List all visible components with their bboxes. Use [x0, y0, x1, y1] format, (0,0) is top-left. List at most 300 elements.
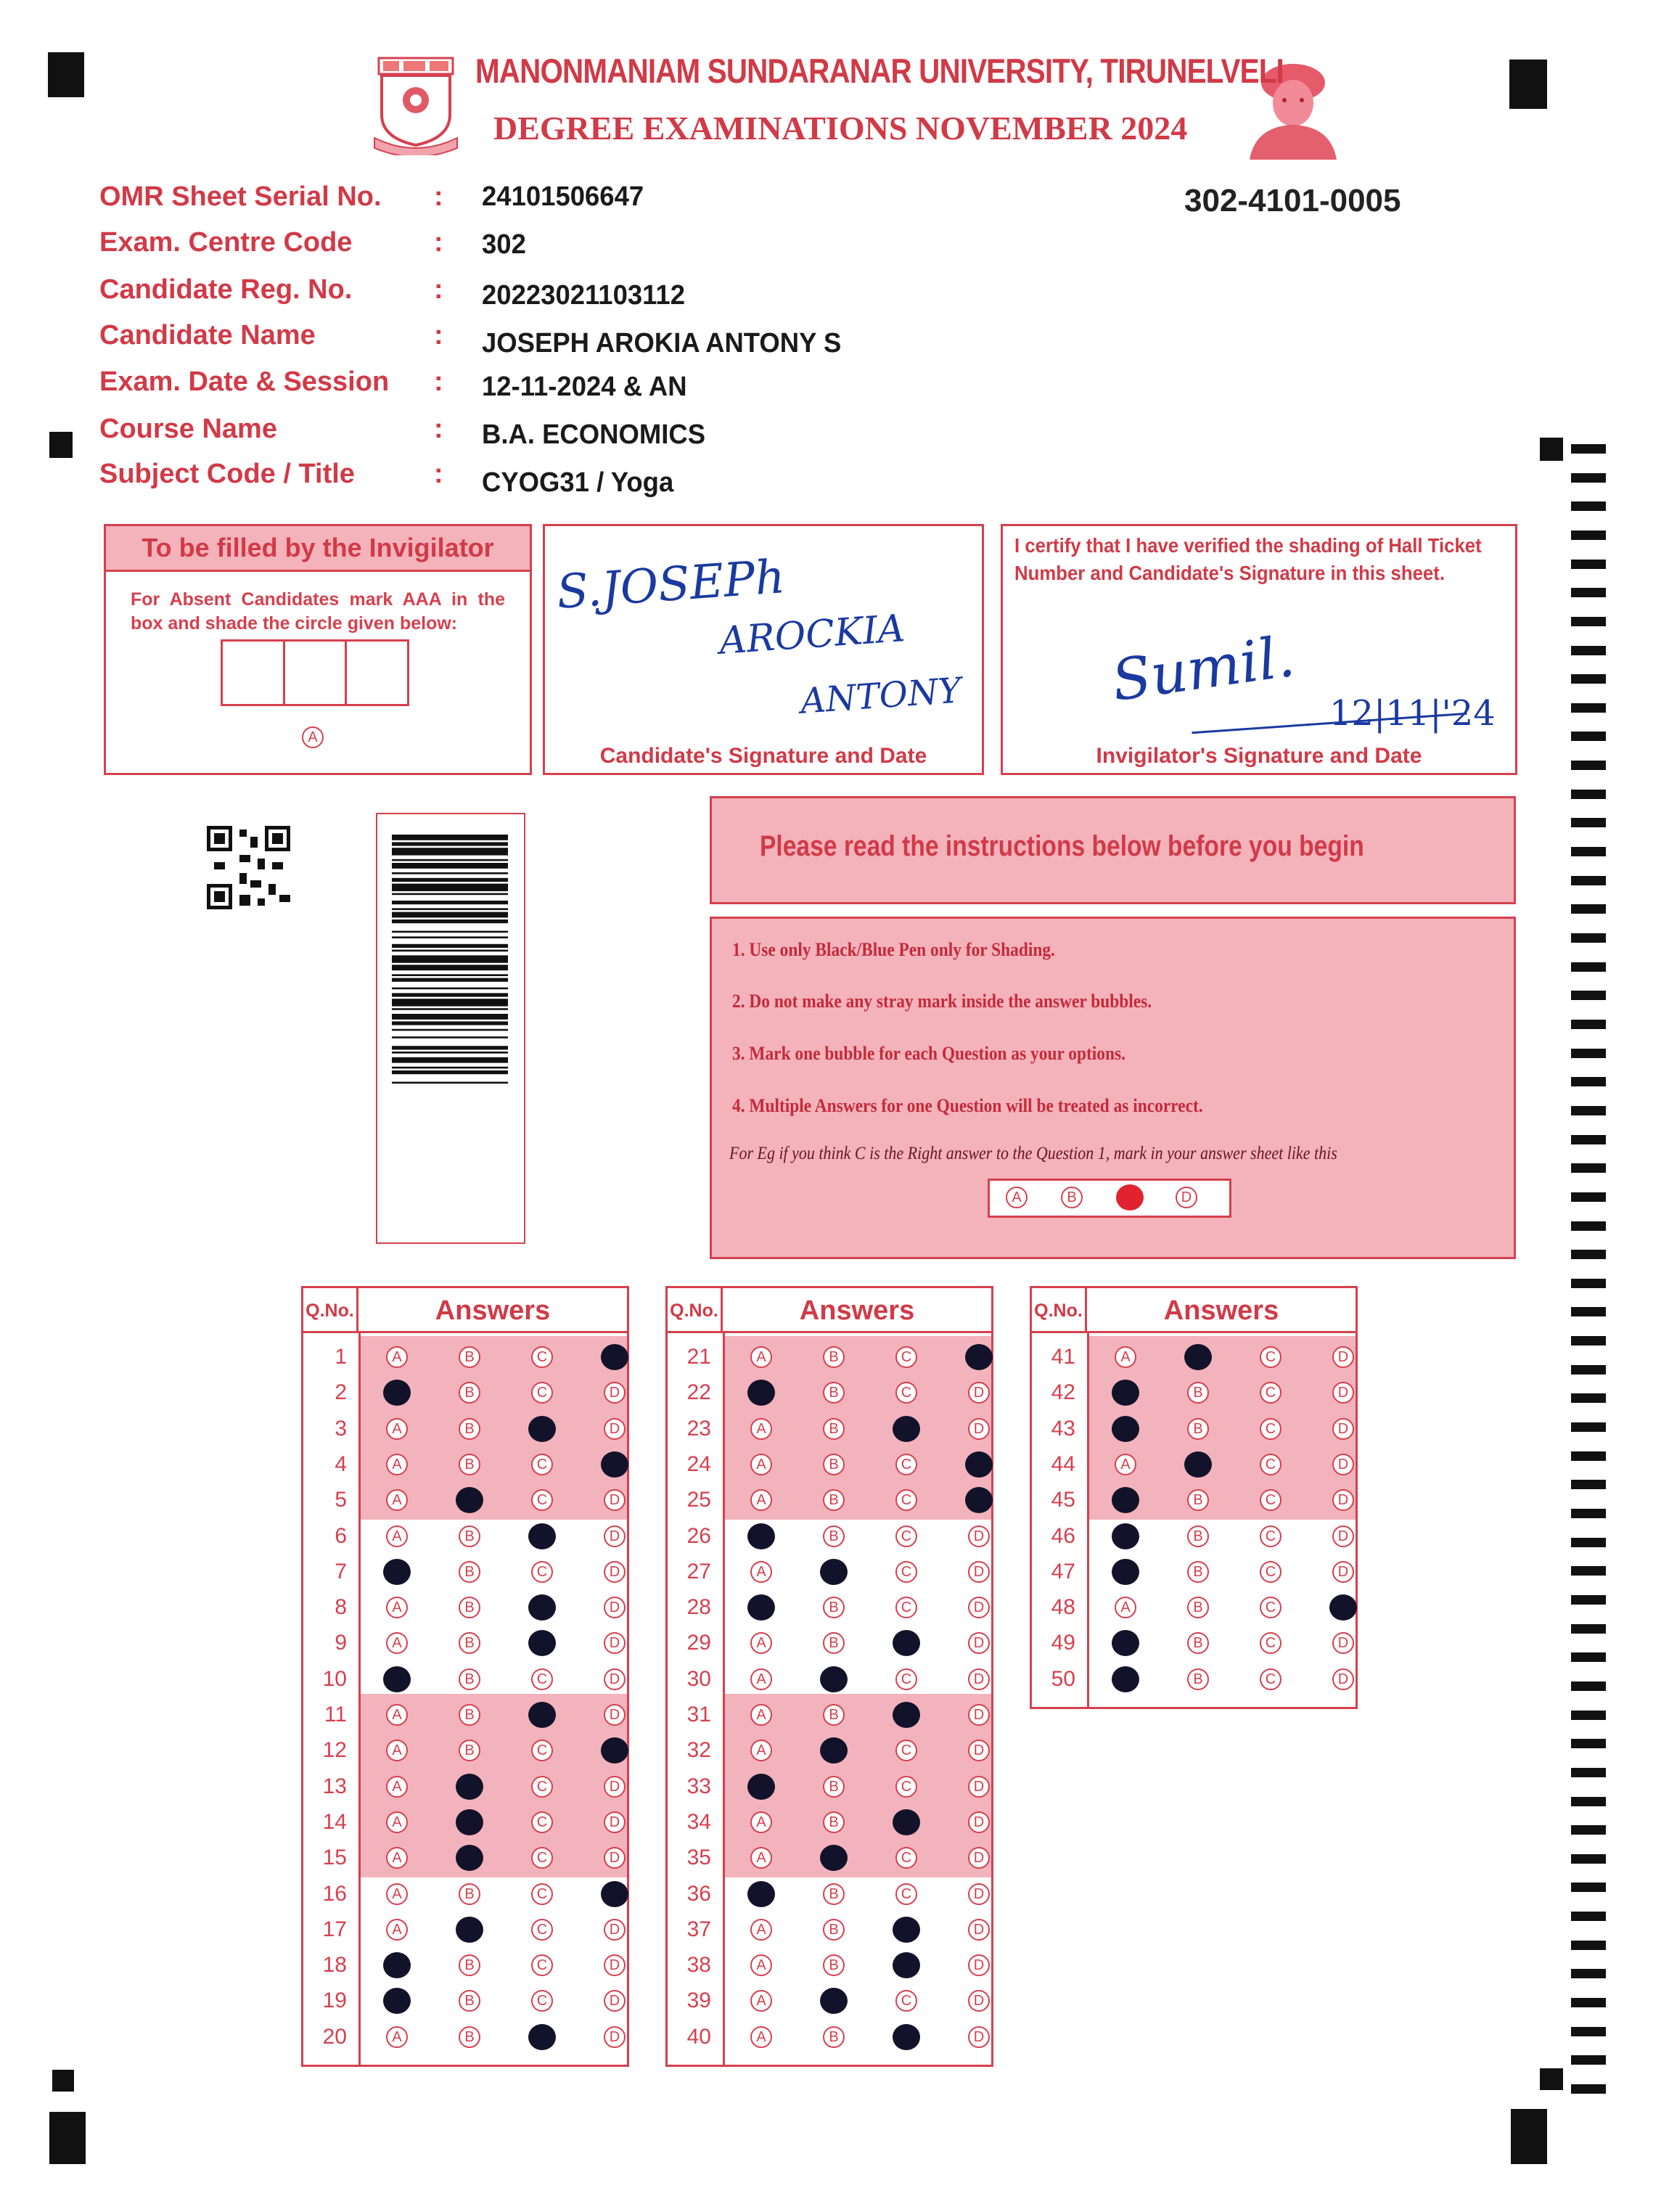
detail-colon: :	[434, 227, 443, 258]
answer-bubble-q40-b[interactable]: B	[823, 2026, 845, 2048]
answer-bubble-q17-a[interactable]: A	[386, 1919, 408, 1941]
answer-bubble-q28-d[interactable]: D	[968, 1597, 990, 1618]
answer-bubble-q8-d[interactable]: D	[604, 1597, 626, 1618]
answer-bubble-q20-d[interactable]: D	[604, 2026, 626, 2048]
answer-bubble-q1-b[interactable]: B	[459, 1346, 480, 1368]
instructions-panel	[710, 917, 1516, 1259]
answer-bubble-q21-a[interactable]: A	[750, 1346, 772, 1368]
answer-bubble-q18-d[interactable]: D	[604, 1954, 626, 1976]
timing-mark	[1571, 1279, 1606, 1288]
candidate-signature-box[interactable]	[543, 524, 984, 775]
answer-bubble-q23-c[interactable]	[893, 1416, 920, 1442]
answer-bubble-q35-a[interactable]: A	[750, 1847, 772, 1869]
answer-bubble-q44-c[interactable]: C	[1260, 1454, 1282, 1475]
answer-bubble-q33-b[interactable]: B	[823, 1776, 845, 1798]
answer-bubble-q9-d[interactable]: D	[604, 1632, 626, 1654]
timing-mark	[1571, 1106, 1606, 1115]
answer-bubble-q25-d[interactable]	[965, 1487, 993, 1513]
answer-bubble-q3-b[interactable]: B	[459, 1418, 480, 1440]
answer-bubble-q14-b[interactable]	[456, 1809, 483, 1835]
answer-bubble-q22-b[interactable]: B	[823, 1382, 845, 1404]
answer-bubble-q4-a[interactable]: A	[386, 1454, 408, 1475]
answer-bubble-q28-c[interactable]: C	[895, 1597, 917, 1618]
timing-mark	[1571, 1912, 1606, 1921]
timing-mark	[1571, 1854, 1606, 1864]
answer-bubble-q34-c[interactable]	[893, 1809, 920, 1835]
answer-bubble-q16-d[interactable]	[601, 1881, 628, 1907]
timing-mark	[1571, 2084, 1606, 2094]
barcode-bar	[392, 1070, 508, 1074]
timing-mark	[1571, 1624, 1606, 1634]
absent-mark-box[interactable]	[347, 639, 409, 706]
answer-bubble-q20-b[interactable]: B	[459, 2026, 480, 2048]
answer-bubble-q14-d[interactable]: D	[604, 1811, 626, 1833]
answer-bubble-q47-d[interactable]: D	[1332, 1561, 1354, 1583]
answer-bubble-q38-b[interactable]: B	[823, 1954, 845, 1976]
answer-bubble-q38-a[interactable]: A	[750, 1954, 772, 1976]
answer-bubble-q19-b[interactable]: B	[459, 1990, 480, 2012]
answer-bubble-q13-d[interactable]: D	[604, 1776, 626, 1798]
answer-bubble-q5-d[interactable]: D	[604, 1489, 626, 1511]
detail-label: Subject Code / Title	[99, 459, 355, 489]
timing-mark	[1571, 790, 1606, 799]
answer-bubble-q48-c[interactable]: C	[1260, 1597, 1282, 1618]
answer-bubble-q43-d[interactable]: D	[1332, 1418, 1354, 1440]
answer-bubble-q19-c[interactable]: C	[531, 1990, 553, 2012]
answer-bubble-q22-d[interactable]: D	[968, 1382, 990, 1404]
answer-bubble-q37-b[interactable]: B	[823, 1919, 845, 1941]
answer-bubble-q50-c[interactable]: C	[1260, 1668, 1282, 1690]
answer-bubble-q3-c[interactable]	[528, 1416, 556, 1442]
answer-bubble-q17-d[interactable]: D	[604, 1919, 626, 1941]
answer-bubble-q48-b[interactable]: B	[1187, 1597, 1209, 1618]
barcode-bar	[392, 988, 508, 990]
answer-bubble-q37-d[interactable]: D	[968, 1919, 990, 1941]
timing-mark	[1571, 1307, 1606, 1316]
answer-bubble-q34-d[interactable]: D	[968, 1811, 990, 1833]
answer-bubble-q10-a[interactable]	[383, 1666, 411, 1692]
answer-bubble-q50-b[interactable]: B	[1187, 1668, 1209, 1690]
answer-bubble-q25-a[interactable]: A	[750, 1489, 772, 1511]
timing-mark	[1571, 1250, 1606, 1259]
question-number: 41	[1051, 1345, 1075, 1369]
answer-bubble-q38-c[interactable]	[893, 1952, 920, 1978]
answer-bubble-q9-b[interactable]: B	[459, 1632, 480, 1654]
answer-bubble-q49-c[interactable]: C	[1260, 1632, 1282, 1654]
answer-bubble-q30-c[interactable]: C	[895, 1668, 917, 1690]
answer-bubble-q40-c[interactable]	[893, 2024, 920, 2050]
answer-bubble-q21-b[interactable]: B	[823, 1346, 845, 1368]
example-bubble-row	[988, 1179, 1231, 1218]
answer-bubble-q2-c[interactable]: C	[531, 1382, 553, 1404]
timing-mark	[1571, 444, 1606, 454]
question-number: 8	[335, 1595, 347, 1620]
invigilator-signature-box[interactable]	[1001, 524, 1517, 775]
answer-bubble-q25-c[interactable]: C	[895, 1489, 917, 1511]
answer-bubble-q41-c[interactable]: C	[1260, 1346, 1282, 1368]
answer-bubble-q30-a[interactable]: A	[750, 1668, 772, 1690]
barcode-bar	[392, 1067, 508, 1069]
barcode-bar	[392, 964, 508, 970]
timing-mark	[1571, 1221, 1606, 1231]
answer-bubble-q6-c[interactable]	[528, 1523, 556, 1549]
answer-bubble-q6-a[interactable]: A	[386, 1525, 408, 1547]
answer-bubble-q36-b[interactable]: B	[823, 1883, 845, 1905]
answer-bubble-q29-d[interactable]: D	[968, 1632, 990, 1654]
timing-mark	[1571, 1768, 1606, 1777]
answer-bubble-q46-c[interactable]: C	[1260, 1525, 1282, 1547]
answer-bubble-q33-c[interactable]: C	[895, 1776, 917, 1798]
answer-column-3	[1030, 1286, 1358, 1709]
answer-bubble-q41-b[interactable]	[1184, 1344, 1212, 1370]
answer-bubble-q36-d[interactable]: D	[968, 1883, 990, 1905]
barcode-bar	[392, 1057, 508, 1063]
answer-bubble-q26-c[interactable]: C	[895, 1525, 917, 1547]
answer-bubble-q42-d[interactable]: D	[1332, 1382, 1354, 1404]
answer-bubble-q46-b[interactable]: B	[1187, 1525, 1209, 1547]
answer-bubble-q4-c[interactable]: C	[531, 1454, 553, 1475]
answer-bubble-q44-d[interactable]: D	[1332, 1454, 1354, 1475]
timing-mark	[1571, 1883, 1606, 1892]
answer-bubble-q10-c[interactable]: C	[531, 1668, 553, 1690]
answer-bubble-q20-a[interactable]: A	[386, 2026, 408, 2048]
qno-divider	[1087, 1333, 1089, 1707]
answer-bubble-q11-a[interactable]: A	[386, 1704, 408, 1726]
absent-mark-boxes[interactable]	[221, 639, 409, 706]
answer-bubble-q46-d[interactable]: D	[1332, 1525, 1354, 1547]
answer-bubble-q24-d[interactable]	[965, 1451, 993, 1478]
answer-bubble-q48-d[interactable]	[1329, 1594, 1357, 1621]
answer-bubble-q15-d[interactable]: D	[604, 1847, 626, 1869]
answer-bubble-q17-b[interactable]	[456, 1917, 483, 1943]
answer-bubble-q1-c[interactable]: C	[531, 1346, 553, 1368]
answer-bubble-q11-d[interactable]: D	[604, 1704, 626, 1726]
answer-bubble-q5-a[interactable]: A	[386, 1489, 408, 1511]
answer-bubble-q32-a[interactable]: A	[750, 1740, 772, 1761]
detail-value: 24101506647	[482, 181, 644, 212]
answer-bubble-q5-b[interactable]	[456, 1487, 483, 1513]
answer-bubble-q40-d[interactable]: D	[968, 2026, 990, 2048]
answer-bubble-q22-c[interactable]: C	[895, 1382, 917, 1404]
barcode-bar	[392, 936, 508, 938]
answer-bubble-q3-a[interactable]: A	[386, 1418, 408, 1440]
timing-mark	[1571, 847, 1606, 856]
answer-bubble-q44-a[interactable]: A	[1115, 1454, 1136, 1475]
answer-bubble-q43-b[interactable]: B	[1187, 1418, 1209, 1440]
answer-bubble-q1-d[interactable]	[601, 1344, 628, 1370]
absent-circle[interactable]: A	[302, 726, 324, 748]
qno-header: Q.No.	[303, 1288, 358, 1333]
candidate-signature-caption: Candidate's Signature and Date	[599, 744, 927, 768]
answer-bubble-q27-d[interactable]: D	[968, 1561, 990, 1583]
answer-bubble-q23-a[interactable]: A	[750, 1418, 772, 1440]
answer-bubble-q28-a[interactable]	[747, 1594, 775, 1621]
timing-mark	[1571, 703, 1606, 713]
answer-bubble-q2-d[interactable]: D	[604, 1382, 626, 1404]
answer-bubble-q12-b[interactable]: B	[459, 1740, 480, 1761]
answer-bubble-q14-a[interactable]: A	[386, 1811, 408, 1833]
answer-bubble-q34-a[interactable]: A	[750, 1811, 772, 1833]
question-number: 44	[1051, 1451, 1075, 1476]
barcode-bar	[392, 1052, 508, 1054]
timing-mark	[1571, 1825, 1606, 1835]
answer-bubble-q33-d[interactable]: D	[968, 1776, 990, 1798]
registration-mark-bottom-left	[49, 2112, 86, 2164]
answer-bubble-q5-c[interactable]: C	[531, 1489, 553, 1511]
answer-bubble-q13-b[interactable]	[456, 1774, 483, 1800]
answer-bubble-q10-d[interactable]: D	[604, 1668, 626, 1690]
timing-mark	[1571, 933, 1606, 943]
answer-bubble-q11-c[interactable]	[528, 1702, 556, 1728]
answer-bubble-q7-d[interactable]: D	[604, 1561, 626, 1583]
answer-bubble-q49-b[interactable]: B	[1187, 1632, 1209, 1654]
registration-mark-top-left	[48, 52, 84, 97]
answer-bubble-q3-d[interactable]: D	[604, 1418, 626, 1440]
answer-bubble-q21-c[interactable]: C	[895, 1346, 917, 1368]
timing-mark	[1571, 1509, 1606, 1518]
timing-mark	[1571, 2027, 1606, 2036]
instructions-banner-text: Please read the instructions below before you begin	[760, 830, 1364, 862]
invigilator-signature-caption: Invigilator's Signature and Date	[1096, 744, 1422, 768]
answer-bubble-q31-d[interactable]: D	[968, 1704, 990, 1726]
answer-bubble-q31-c[interactable]	[893, 1702, 920, 1728]
timing-mark	[1571, 1393, 1606, 1403]
answer-bubble-q41-d[interactable]: D	[1332, 1346, 1354, 1368]
answer-bubble-q6-d[interactable]: D	[604, 1525, 626, 1547]
question-number: 47	[1051, 1559, 1075, 1584]
answer-bubble-q18-a[interactable]	[383, 1952, 411, 1978]
timing-mark	[1571, 1135, 1606, 1144]
answer-bubble-q36-a[interactable]	[747, 1881, 775, 1907]
answer-bubble-q7-a[interactable]	[383, 1559, 411, 1585]
registration-mark-right-bottom	[1540, 2068, 1563, 2090]
question-number: 30	[686, 1666, 711, 1691]
answer-bubble-q19-a[interactable]	[383, 1988, 411, 2014]
timing-mark	[1571, 1652, 1606, 1662]
barcode-bar	[392, 912, 508, 918]
answer-bubble-q42-b[interactable]: B	[1187, 1382, 1209, 1404]
answer-bubble-q31-a[interactable]: A	[750, 1704, 772, 1726]
timing-mark	[1571, 991, 1606, 1000]
detail-value: JOSEPH AROKIA ANTONY S	[482, 328, 842, 359]
answer-bubble-q38-d[interactable]: D	[968, 1954, 990, 1976]
answer-bubble-q9-c[interactable]	[528, 1630, 556, 1656]
answer-bubble-q11-b[interactable]: B	[459, 1704, 480, 1726]
absent-mark-box[interactable]	[221, 639, 285, 706]
answer-bubble-q24-c[interactable]: C	[895, 1454, 917, 1475]
timing-mark	[1571, 962, 1606, 972]
barcode-bar	[392, 908, 508, 910]
question-number: 24	[686, 1451, 711, 1476]
answer-bubble-q4-d[interactable]	[601, 1451, 628, 1478]
barcode-bar	[392, 863, 508, 869]
answer-bubble-q16-a[interactable]: A	[386, 1883, 408, 1905]
answer-bubble-q26-b[interactable]: B	[823, 1525, 845, 1547]
timing-mark	[1571, 1681, 1606, 1691]
answer-column-1	[301, 1286, 629, 2067]
answer-bubble-q26-d[interactable]: D	[968, 1525, 990, 1547]
answer-bubble-q29-c[interactable]	[893, 1630, 920, 1656]
answer-bubble-q45-c[interactable]: C	[1260, 1489, 1282, 1511]
question-number: 1	[335, 1345, 347, 1369]
barcode-bar	[392, 950, 508, 952]
answer-bubble-q35-b[interactable]	[820, 1845, 848, 1871]
timing-mark	[1571, 1538, 1606, 1547]
answer-bubble-q1-a[interactable]: A	[386, 1346, 408, 1368]
absent-mark-box[interactable]	[285, 639, 348, 706]
answer-bubble-q16-c[interactable]: C	[531, 1883, 553, 1905]
answer-bubble-q23-b[interactable]: B	[823, 1418, 845, 1440]
answer-bubble-q27-a[interactable]: A	[750, 1561, 772, 1583]
answer-bubble-q36-c[interactable]: C	[895, 1883, 917, 1905]
question-number: 3	[335, 1416, 347, 1441]
registration-mark-bottom-right	[1511, 2109, 1547, 2164]
answer-bubble-q29-a[interactable]: A	[750, 1632, 772, 1654]
answer-bubble-q8-b[interactable]: B	[459, 1597, 480, 1618]
answer-bubble-q24-a[interactable]: A	[750, 1454, 772, 1475]
answer-bubble-q30-b[interactable]	[820, 1666, 848, 1692]
barcode-bar	[392, 842, 508, 845]
answer-bubble-q19-d[interactable]: D	[604, 1990, 626, 2012]
answer-bubble-q15-a[interactable]: A	[386, 1847, 408, 1869]
answer-bubble-q27-b[interactable]	[820, 1559, 848, 1585]
answer-bubble-q15-b[interactable]	[456, 1845, 483, 1871]
sheet-code: 302-4101-0005	[1184, 183, 1401, 218]
answer-bubble-q13-a[interactable]: A	[386, 1776, 408, 1798]
question-number: 23	[686, 1416, 711, 1441]
answer-bubble-q8-c[interactable]	[528, 1594, 556, 1621]
answer-bubble-q40-a[interactable]: A	[750, 2026, 772, 2048]
barcode-bar	[392, 835, 508, 840]
question-number: 6	[335, 1523, 347, 1548]
answer-bubble-q42-c[interactable]: C	[1260, 1382, 1282, 1404]
question-number: 28	[686, 1595, 711, 1620]
barcode-bar	[392, 859, 508, 861]
timing-mark	[1571, 876, 1606, 885]
answer-bubble-q18-c[interactable]: C	[531, 1954, 553, 1976]
answer-bubble-q47-a[interactable]	[1112, 1559, 1139, 1585]
answer-bubble-q7-b[interactable]: B	[459, 1561, 480, 1583]
answer-bubble-q25-b[interactable]: B	[823, 1489, 845, 1511]
answer-bubble-q39-a[interactable]: A	[750, 1990, 772, 2012]
answer-bubble-q14-c[interactable]: C	[531, 1811, 553, 1833]
answer-bubble-q31-b[interactable]: B	[823, 1704, 845, 1726]
answers-header: Answers	[1087, 1288, 1356, 1333]
answer-bubble-q26-a[interactable]	[747, 1523, 775, 1549]
answer-bubble-q45-b[interactable]: B	[1187, 1489, 1209, 1511]
detail-colon: :	[434, 366, 443, 397]
answer-bubble-q39-b[interactable]	[820, 1988, 848, 2014]
answer-bubble-q30-d[interactable]: D	[968, 1668, 990, 1690]
answer-bubble-q48-a[interactable]: A	[1115, 1597, 1136, 1618]
barcode-bar	[392, 901, 508, 904]
answer-bubble-q32-d[interactable]: D	[968, 1740, 990, 1761]
answer-bubble-q2-b[interactable]: B	[459, 1382, 480, 1404]
answer-bubble-q49-a[interactable]	[1112, 1630, 1139, 1656]
answer-bubble-q29-b[interactable]: B	[823, 1632, 845, 1654]
answer-bubble-q45-a[interactable]	[1112, 1487, 1139, 1513]
instruction-item: 2. Do not make any stray mark inside the answer bubbles.	[732, 991, 1152, 1012]
answer-bubble-q33-a[interactable]	[747, 1774, 775, 1800]
answer-bubble-q16-b[interactable]: B	[459, 1883, 480, 1905]
answer-bubble-q7-c[interactable]: C	[531, 1561, 553, 1583]
answer-bubble-q43-a[interactable]	[1112, 1416, 1139, 1442]
answer-bubble-q46-a[interactable]	[1112, 1523, 1139, 1549]
timing-mark	[1571, 1998, 1606, 2007]
question-number: 25	[686, 1488, 711, 1512]
registration-mark-left-mid	[49, 432, 73, 458]
answer-bubble-q37-a[interactable]: A	[750, 1919, 772, 1941]
instruction-item: 3. Mark one bubble for each Question as your options.	[732, 1043, 1125, 1064]
answer-bubble-q10-b[interactable]: B	[459, 1668, 480, 1690]
answer-bubble-q32-c[interactable]: C	[895, 1740, 917, 1761]
answer-bubble-q35-c[interactable]: C	[895, 1847, 917, 1869]
barcode-bar	[392, 955, 508, 962]
answer-bubble-q9-a[interactable]: A	[386, 1632, 408, 1654]
barcode	[392, 835, 508, 1219]
answer-bubble-q13-c[interactable]: C	[531, 1776, 553, 1798]
answer-bubble-q4-b[interactable]: B	[459, 1454, 480, 1475]
timing-mark	[1571, 1049, 1606, 1058]
answer-bubble-q47-c[interactable]: C	[1260, 1561, 1282, 1583]
answer-bubble-q34-b[interactable]: B	[823, 1811, 845, 1833]
barcode-bar	[392, 1021, 508, 1025]
question-number: 22	[686, 1380, 711, 1405]
answer-bubble-q47-b[interactable]: B	[1187, 1561, 1209, 1583]
timing-mark	[1571, 1192, 1606, 1202]
timing-mark	[1571, 1163, 1606, 1173]
instruction-item: 1. Use only Black/Blue Pen only for Shading.	[732, 939, 1055, 960]
answer-bubble-q43-c[interactable]: C	[1260, 1418, 1282, 1440]
answer-bubble-q39-d[interactable]: D	[968, 1990, 990, 2012]
answer-bubble-q23-d[interactable]: D	[968, 1418, 990, 1440]
registration-mark-right-mid	[1540, 438, 1563, 461]
answer-bubble-q20-c[interactable]	[528, 2024, 556, 2050]
timing-mark	[1571, 732, 1606, 741]
answer-bubble-q17-c[interactable]: C	[531, 1919, 553, 1941]
answer-bubble-q6-b[interactable]: B	[459, 1525, 480, 1547]
barcode-bar	[392, 1036, 508, 1039]
answer-bubble-q27-c[interactable]: C	[895, 1561, 917, 1583]
answer-bubble-q45-d[interactable]: D	[1332, 1489, 1354, 1511]
answer-bubble-q18-b[interactable]: B	[459, 1954, 480, 1976]
answer-bubble-q39-c[interactable]: C	[895, 1990, 917, 2012]
qno-header: Q.No.	[668, 1288, 723, 1333]
answer-bubble-q12-a[interactable]: A	[386, 1740, 408, 1761]
invigilator-date: 12|11|'24	[1329, 693, 1496, 734]
answer-bubble-q35-d[interactable]: D	[968, 1847, 990, 1869]
answer-bubble-q28-b[interactable]: B	[823, 1597, 845, 1618]
answer-bubble-q24-b[interactable]: B	[823, 1454, 845, 1475]
timing-mark	[1571, 1451, 1606, 1461]
answer-bubble-q21-d[interactable]	[965, 1344, 993, 1370]
answer-bubble-q12-c[interactable]: C	[531, 1740, 553, 1761]
barcode-bar	[392, 993, 508, 996]
exam-title: DEGREE EXAMINATIONS NOVEMBER 2024	[493, 110, 1188, 147]
answer-bubble-q50-a[interactable]	[1112, 1666, 1139, 1692]
answer-bubble-q8-a[interactable]: A	[386, 1597, 408, 1618]
answer-bubble-q37-c[interactable]	[893, 1917, 920, 1943]
answer-bubble-q49-d[interactable]: D	[1332, 1632, 1354, 1654]
answer-bubble-q41-a[interactable]: A	[1115, 1346, 1136, 1368]
question-number: 5	[335, 1488, 347, 1512]
answer-bubble-q50-d[interactable]: D	[1332, 1668, 1354, 1690]
registration-mark-top-right	[1509, 60, 1547, 109]
barcode-bar	[392, 974, 508, 976]
answer-bubble-q15-c[interactable]: C	[531, 1847, 553, 1869]
question-number: 21	[686, 1345, 711, 1369]
answer-bubble-q44-b[interactable]	[1184, 1451, 1212, 1478]
